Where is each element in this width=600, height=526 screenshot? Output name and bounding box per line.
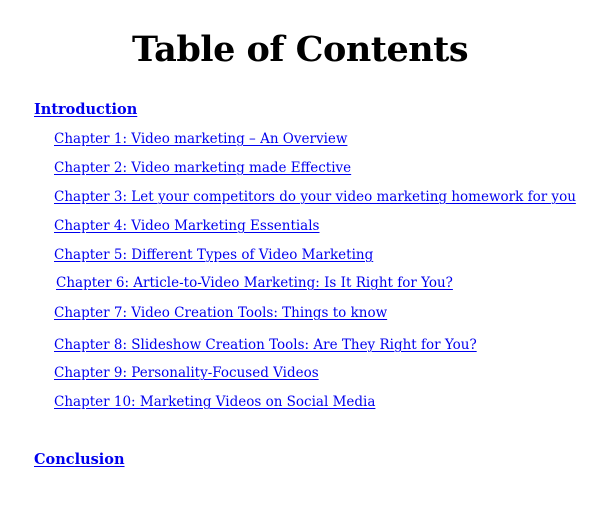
- toc-link-conclusion[interactable]: Conclusion: [34, 451, 125, 468]
- toc-link-chapter-9[interactable]: Chapter 9: Personality-Focused Videos: [54, 365, 319, 381]
- toc-link-chapter-3[interactable]: Chapter 3: Let your competitors do your video marketing homework for you: [54, 189, 576, 205]
- toc-link-chapter-8[interactable]: Chapter 8: Slideshow Creation Tools: Are They Right for You?: [54, 337, 477, 353]
- page-title: Table of Contents: [131, 29, 469, 70]
- toc-link-chapter-10[interactable]: Chapter 10: Marketing Videos on Social Media: [54, 394, 376, 410]
- toc-link-chapter-5[interactable]: Chapter 5: Different Types of Video Marketing: [54, 247, 374, 263]
- toc-link-chapter-7[interactable]: Chapter 7: Video Creation Tools: Things to know: [54, 305, 388, 321]
- toc-link-chapter-1[interactable]: Chapter 1: Video marketing – An Overview: [54, 131, 348, 147]
- toc-link-chapter-4[interactable]: Chapter 4: Video Marketing Essentials: [54, 218, 320, 234]
- toc-link-introduction[interactable]: Introduction: [34, 101, 138, 118]
- toc-link-chapter-6[interactable]: Chapter 6: Article-to-Video Marketing: Is It Right for You?: [56, 275, 453, 291]
- toc-link-chapter-2[interactable]: Chapter 2: Video marketing made Effective: [54, 160, 352, 176]
